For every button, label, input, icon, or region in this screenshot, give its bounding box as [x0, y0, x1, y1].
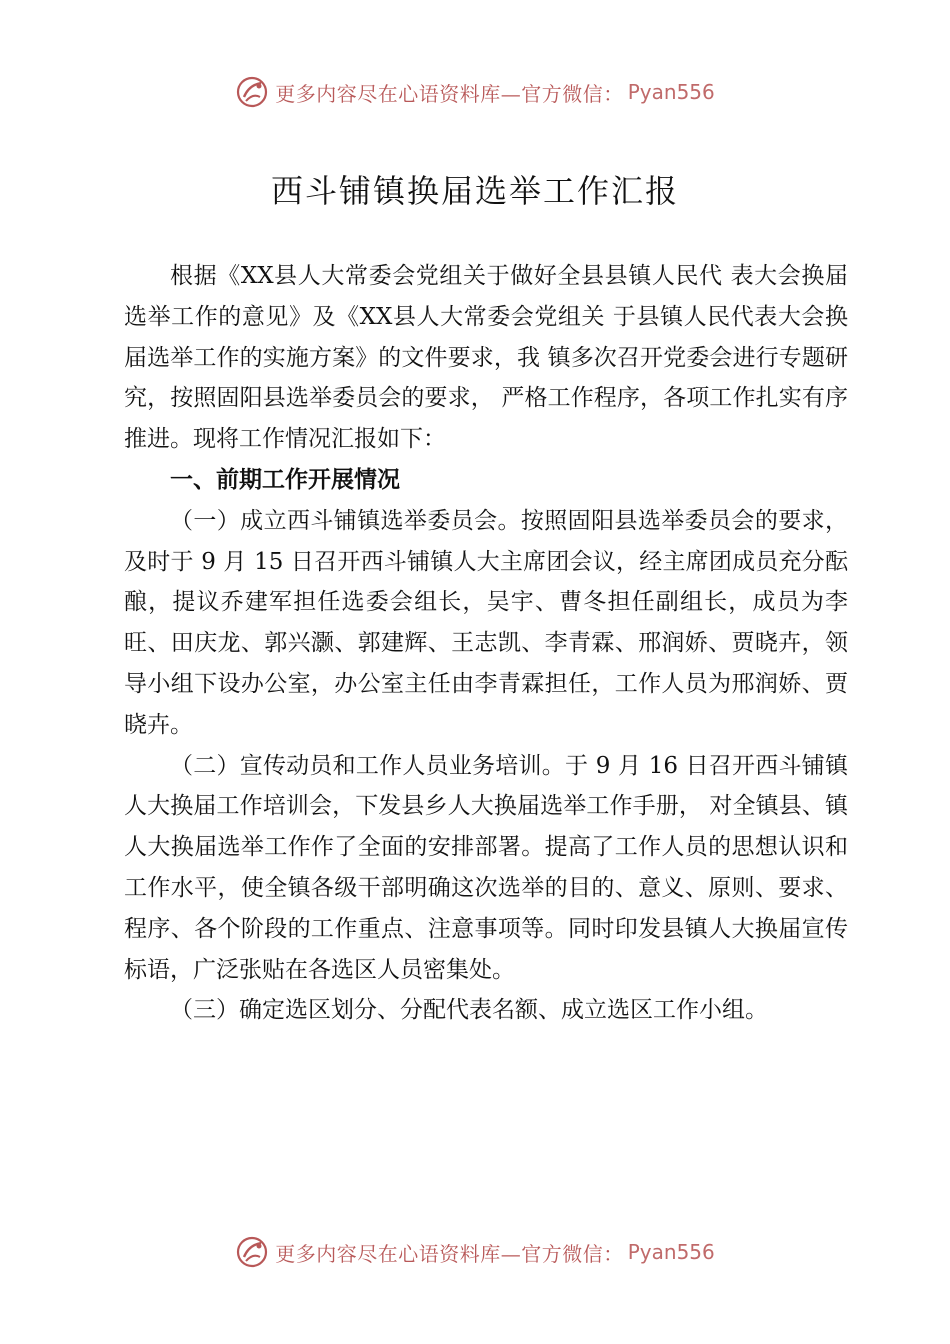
logo-icon — [235, 1235, 269, 1269]
watermark-text: 更多内容尽在心语资料库—官方微信： — [275, 1241, 624, 1266]
watermark-top — [0, 72, 950, 112]
logo-icon — [235, 75, 269, 109]
section-item-2: （二）宣传动员和工作人员业务培训。于 9 月 16 日召开西斗铺镇人大换届工作培训会，下发县乡人大换届选举工作手册， 对全镇县、镇人大换届选举工作作了全面的安排部署。提高了工作人员的思想认识和工作水平，使全镇各级干部明确这次选举的目的、意义、原则、要求、程序、各个阶段的工作重点、注意事项等。同时印发县镇人大换届宣传标语，广泛张贴在各选区人员密集处。 — [124, 752, 848, 983]
document-title: 西斗铺镇换届选举工作汇报 — [270, 172, 679, 210]
watermark-bottom — [0, 1232, 950, 1272]
watermark-id: Pyan556 — [627, 80, 715, 104]
section-heading: 一、前期工作开展情况 — [170, 466, 400, 493]
document-body — [124, 256, 848, 1031]
watermark-id: Pyan556 — [627, 1240, 715, 1264]
watermark-text: 更多内容尽在心语资料库—官方微信： — [275, 81, 624, 106]
section-item-1: （一）成立西斗铺镇选举委员会。按照固阳县选举委员会的要求，及时于 9 月 15 日召开西斗铺镇人大主席团会议，经主席团成员充分酝酿，提议乔建军担任选委会组长，吴宇、曹冬担任副组长，成员为李旺、田庆龙、郭兴灏、郭建辉、王志凯、李青霖、邢润娇、贾晓卉，领导小组下设办公室，办公室主任由李青霖担任，工作人员为邢润娇、贾晓卉。 — [124, 507, 848, 738]
section-item-3: （三）确定选区划分、分配代表名额、成立选区工作小组。 — [170, 997, 768, 1024]
intro-paragraph: 根据《XX县人大常委会党组关于做好全县县镇人民代 表大会换届选举工作的意见》及《XX县人大常委会党组关 于县镇人民代表大会换届选举工作的实施方案》的文件要求，我 镇多次召开党委会进行专题研究，按照固阳县选举委员会的要求， 严格工作程序，各项工作扎实有序推进。现将工作情况汇报如下： — [124, 263, 848, 453]
